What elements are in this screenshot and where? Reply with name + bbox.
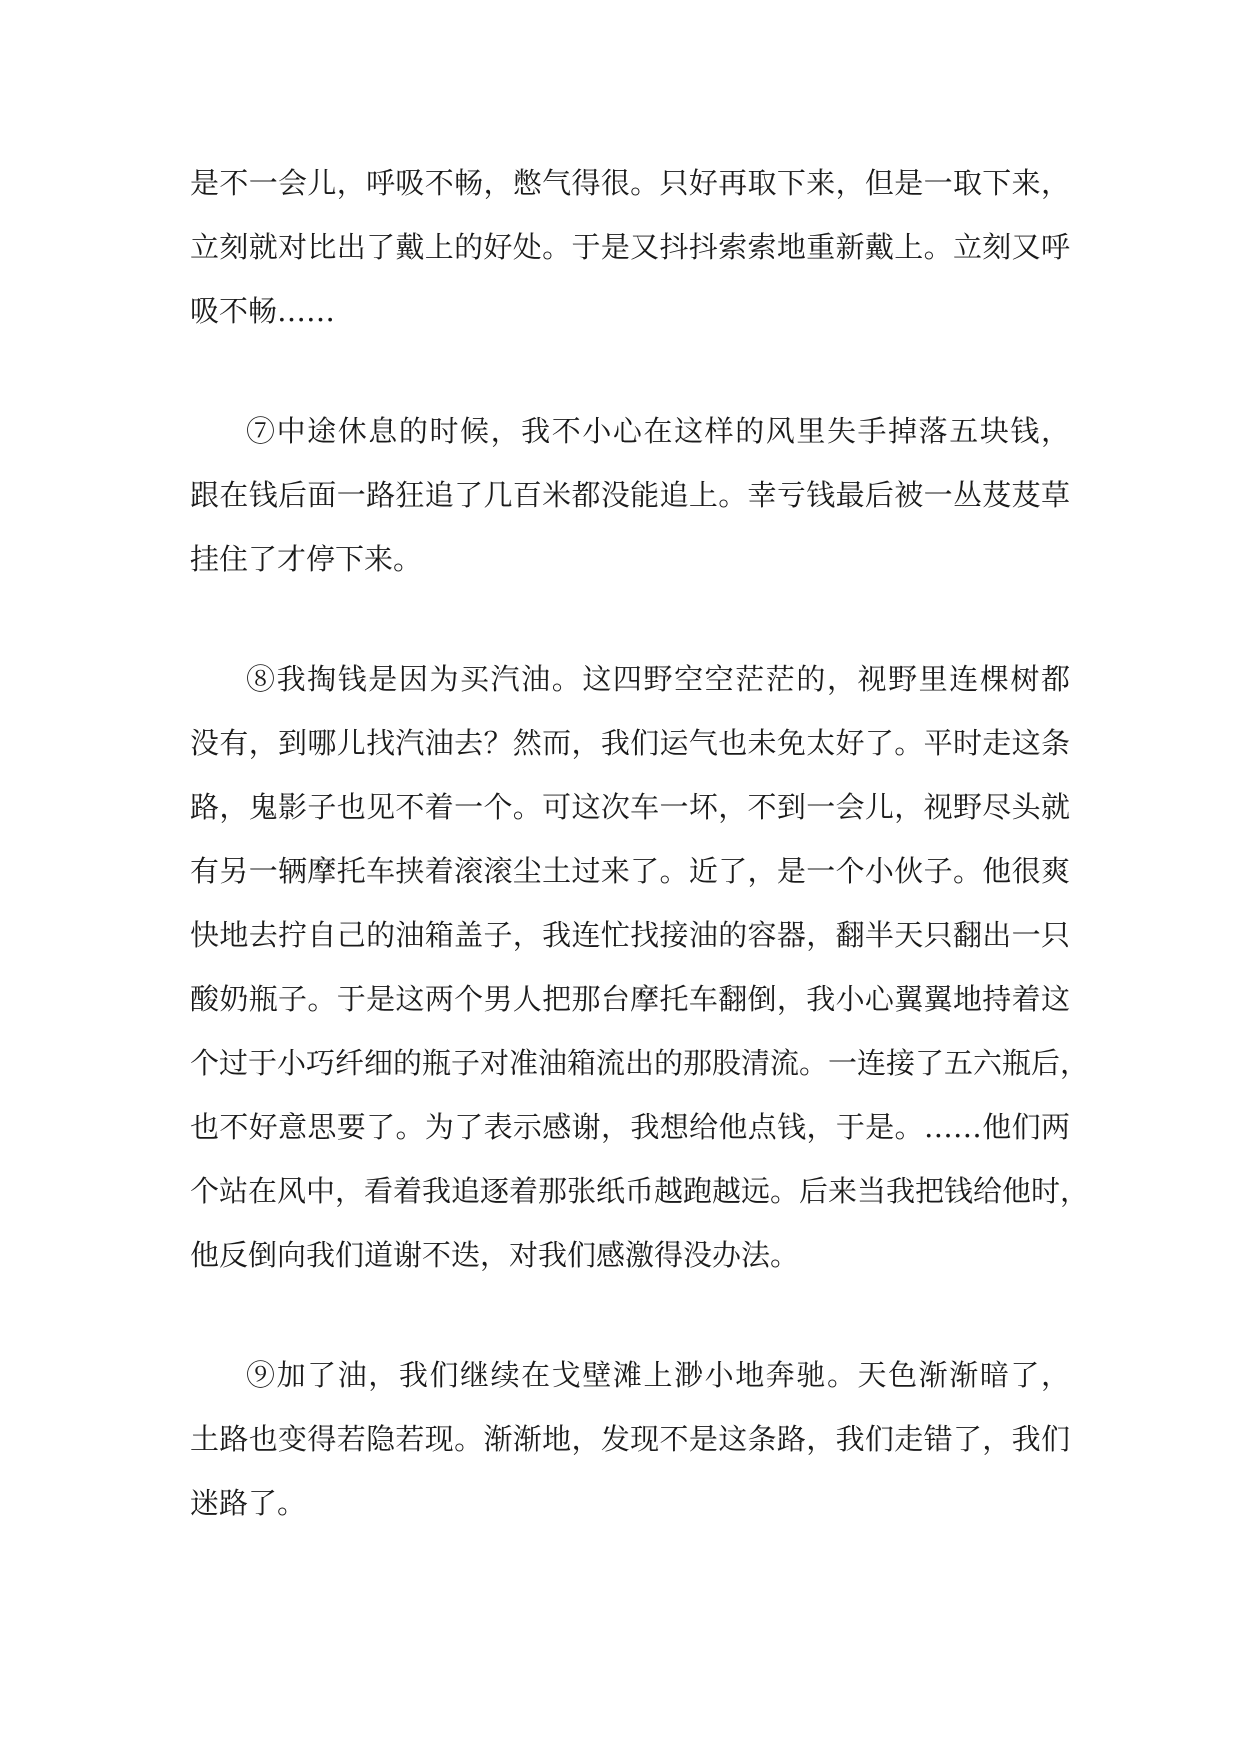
text-line: 个过于小巧纤细的瓶子对准油箱流出的那股清流。一连接了五六瓶后， [190,1046,1090,1080]
text-line: 也不好意思要了。为了表示感谢，我想给他点钱，于是。……他们两 [190,1110,1070,1144]
text-line: 迷路了。 [190,1486,307,1520]
text-line: 跟在钱后面一路狂追了几百米都没能追上。幸亏钱最后被一丛芨芨草 [190,478,1070,512]
text-line: 吸不畅…… [190,294,336,328]
text-line: ⑨加了油，我们继续在戈壁滩上渺小地奔驰。天色渐渐暗了， [246,1358,1070,1392]
text-line: 挂住了才停下来。 [190,542,423,576]
text-line: 土路也变得若隐若现。渐渐地，发现不是这条路，我们走错了，我们 [190,1422,1070,1456]
text-line: 快地去拧自己的油箱盖子，我连忙找接油的容器，翻半天只翻出一只 [190,918,1070,952]
text-line: 立刻就对比出了戴上的好处。于是又抖抖索索地重新戴上。立刻又呼 [190,230,1070,264]
text-line: 他反倒向我们道谢不迭，对我们感激得没办法。 [190,1238,800,1272]
text-line: 是不一会儿，呼吸不畅，憋气得很。只好再取下来，但是一取下来， [190,166,1070,200]
text-line: 路，鬼影子也见不着一个。可这次车一坏，不到一会儿，视野尽头就 [190,790,1070,824]
text-line: 个站在风中，看着我追逐着那张纸币越跑越远。后来当我把钱给他时， [190,1174,1090,1208]
text-line: 有另一辆摩托车挟着滚滚尘土过来了。近了，是一个小伙子。他很爽 [190,854,1070,888]
text-line: ⑦中途休息的时候，我不小心在这样的风里失手掉落五块钱， [246,414,1070,448]
text-line: ⑧我掏钱是因为买汽油。这四野空空茫茫的，视野里连棵树都 [246,662,1070,696]
text-line: 酸奶瓶子。于是这两个男人把那台摩托车翻倒，我小心翼翼地持着这 [190,982,1070,1016]
text-line: 没有，到哪儿找汽油去？然而，我们运气也未免太好了。平时走这条 [190,726,1070,760]
